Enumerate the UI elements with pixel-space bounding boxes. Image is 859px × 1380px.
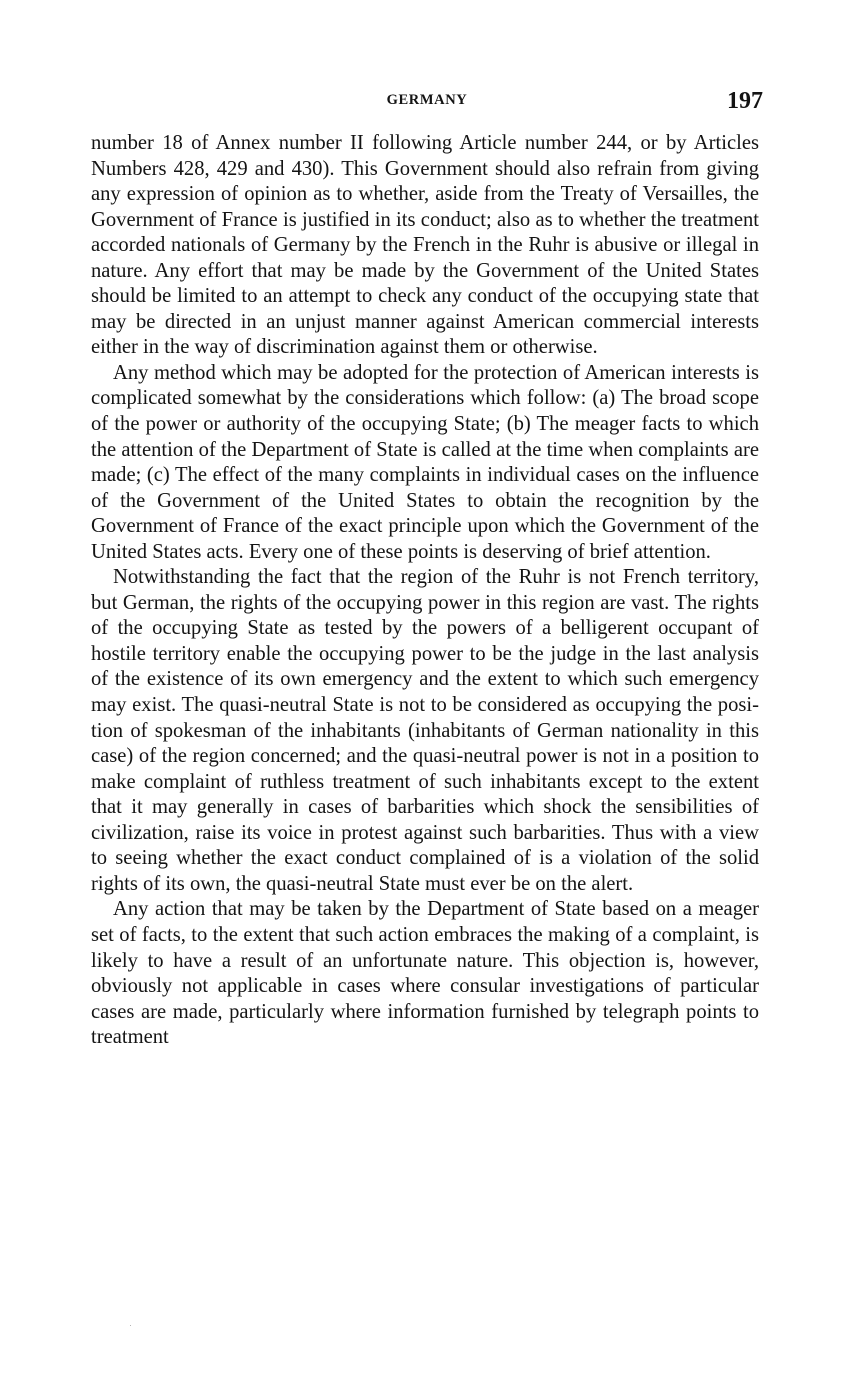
paragraph-occupying-power-rights: Notwithstanding the fact that the region of the Ruhr is not French territory, but German, the rights of the occupying power in this region are vast. The rights of the occupying State as tested by the powers of a belligerent occupant of hostile territory enable the occupying power to be the judge in the last analysis of the existence of its own emergency and the extent to which such emergency may exist. The quasi-neutral State is not to be considered as occupying the position of spokesman of the inhabitants (inhabitants of German nationality in this case) of the region concerned; and the quasi-neutral power is not in a position to make complaint of ruthless treatment of such inhabitants except to the extent that it may generally in cases of barbarities which shock the sensibilities of civilization, raise its voice in protest against such barbarities. Thus with a view to seeing whether the exact conduct complained of is a violation of the solid rights of its own, the quasi-neutral State must ever be on the alert. <box>91 566 759 895</box>
scan-speck <box>130 1325 131 1326</box>
running-head <box>91 88 763 118</box>
paragraph-protection-methods: Any method which may be adopted for the protection of American interests is complicated somewhat by the considerations which follow: (a) The broad scope of the power or authority of the occupying State; (b) The meager facts to which the attention of the Department of State is called at the time when complaints are made; (c) The effect of the many complaints in individual cases on the influence of the Government of the United States to obtain the recognition by the Government of France of the exact principle upon which the Government of the United States acts. Every one of these points is deserving of brief attention. <box>91 361 759 563</box>
paragraph-meager-facts: Any action that may be taken by the Department of State based on a meager set of facts, to the extent that such action embraces the making of a complaint, is likely to have a result of an unfortunate nature. This objection is, however, obviously not applicable in cases where consular investigations of particular cases are made, particularly where information furnished by telegraph points to treatment <box>91 898 759 1049</box>
running-title: GERMANY <box>386 92 468 108</box>
page-number: 197 <box>727 88 763 114</box>
body-text <box>91 131 759 1051</box>
paragraph-continuation: number 18 of Annex number II following Article number 244, or by Articles Numbers 428, 429 and 430). This Government should also refrain from giving any expression of opinion as to whether, aside from the Treaty of Versailles, the Government of France is justified in its conduct; also as to whether the treatment accorded nationals of Germany by the French in the Ruhr is abusive or illegal in nature. Any effort that may be made by the Government of the United States should be limited to an attempt to check any conduct of the occupying state that may be directed in an unjust manner against American commercial interests either in the way of discrimination against them or otherwise. <box>91 132 759 359</box>
